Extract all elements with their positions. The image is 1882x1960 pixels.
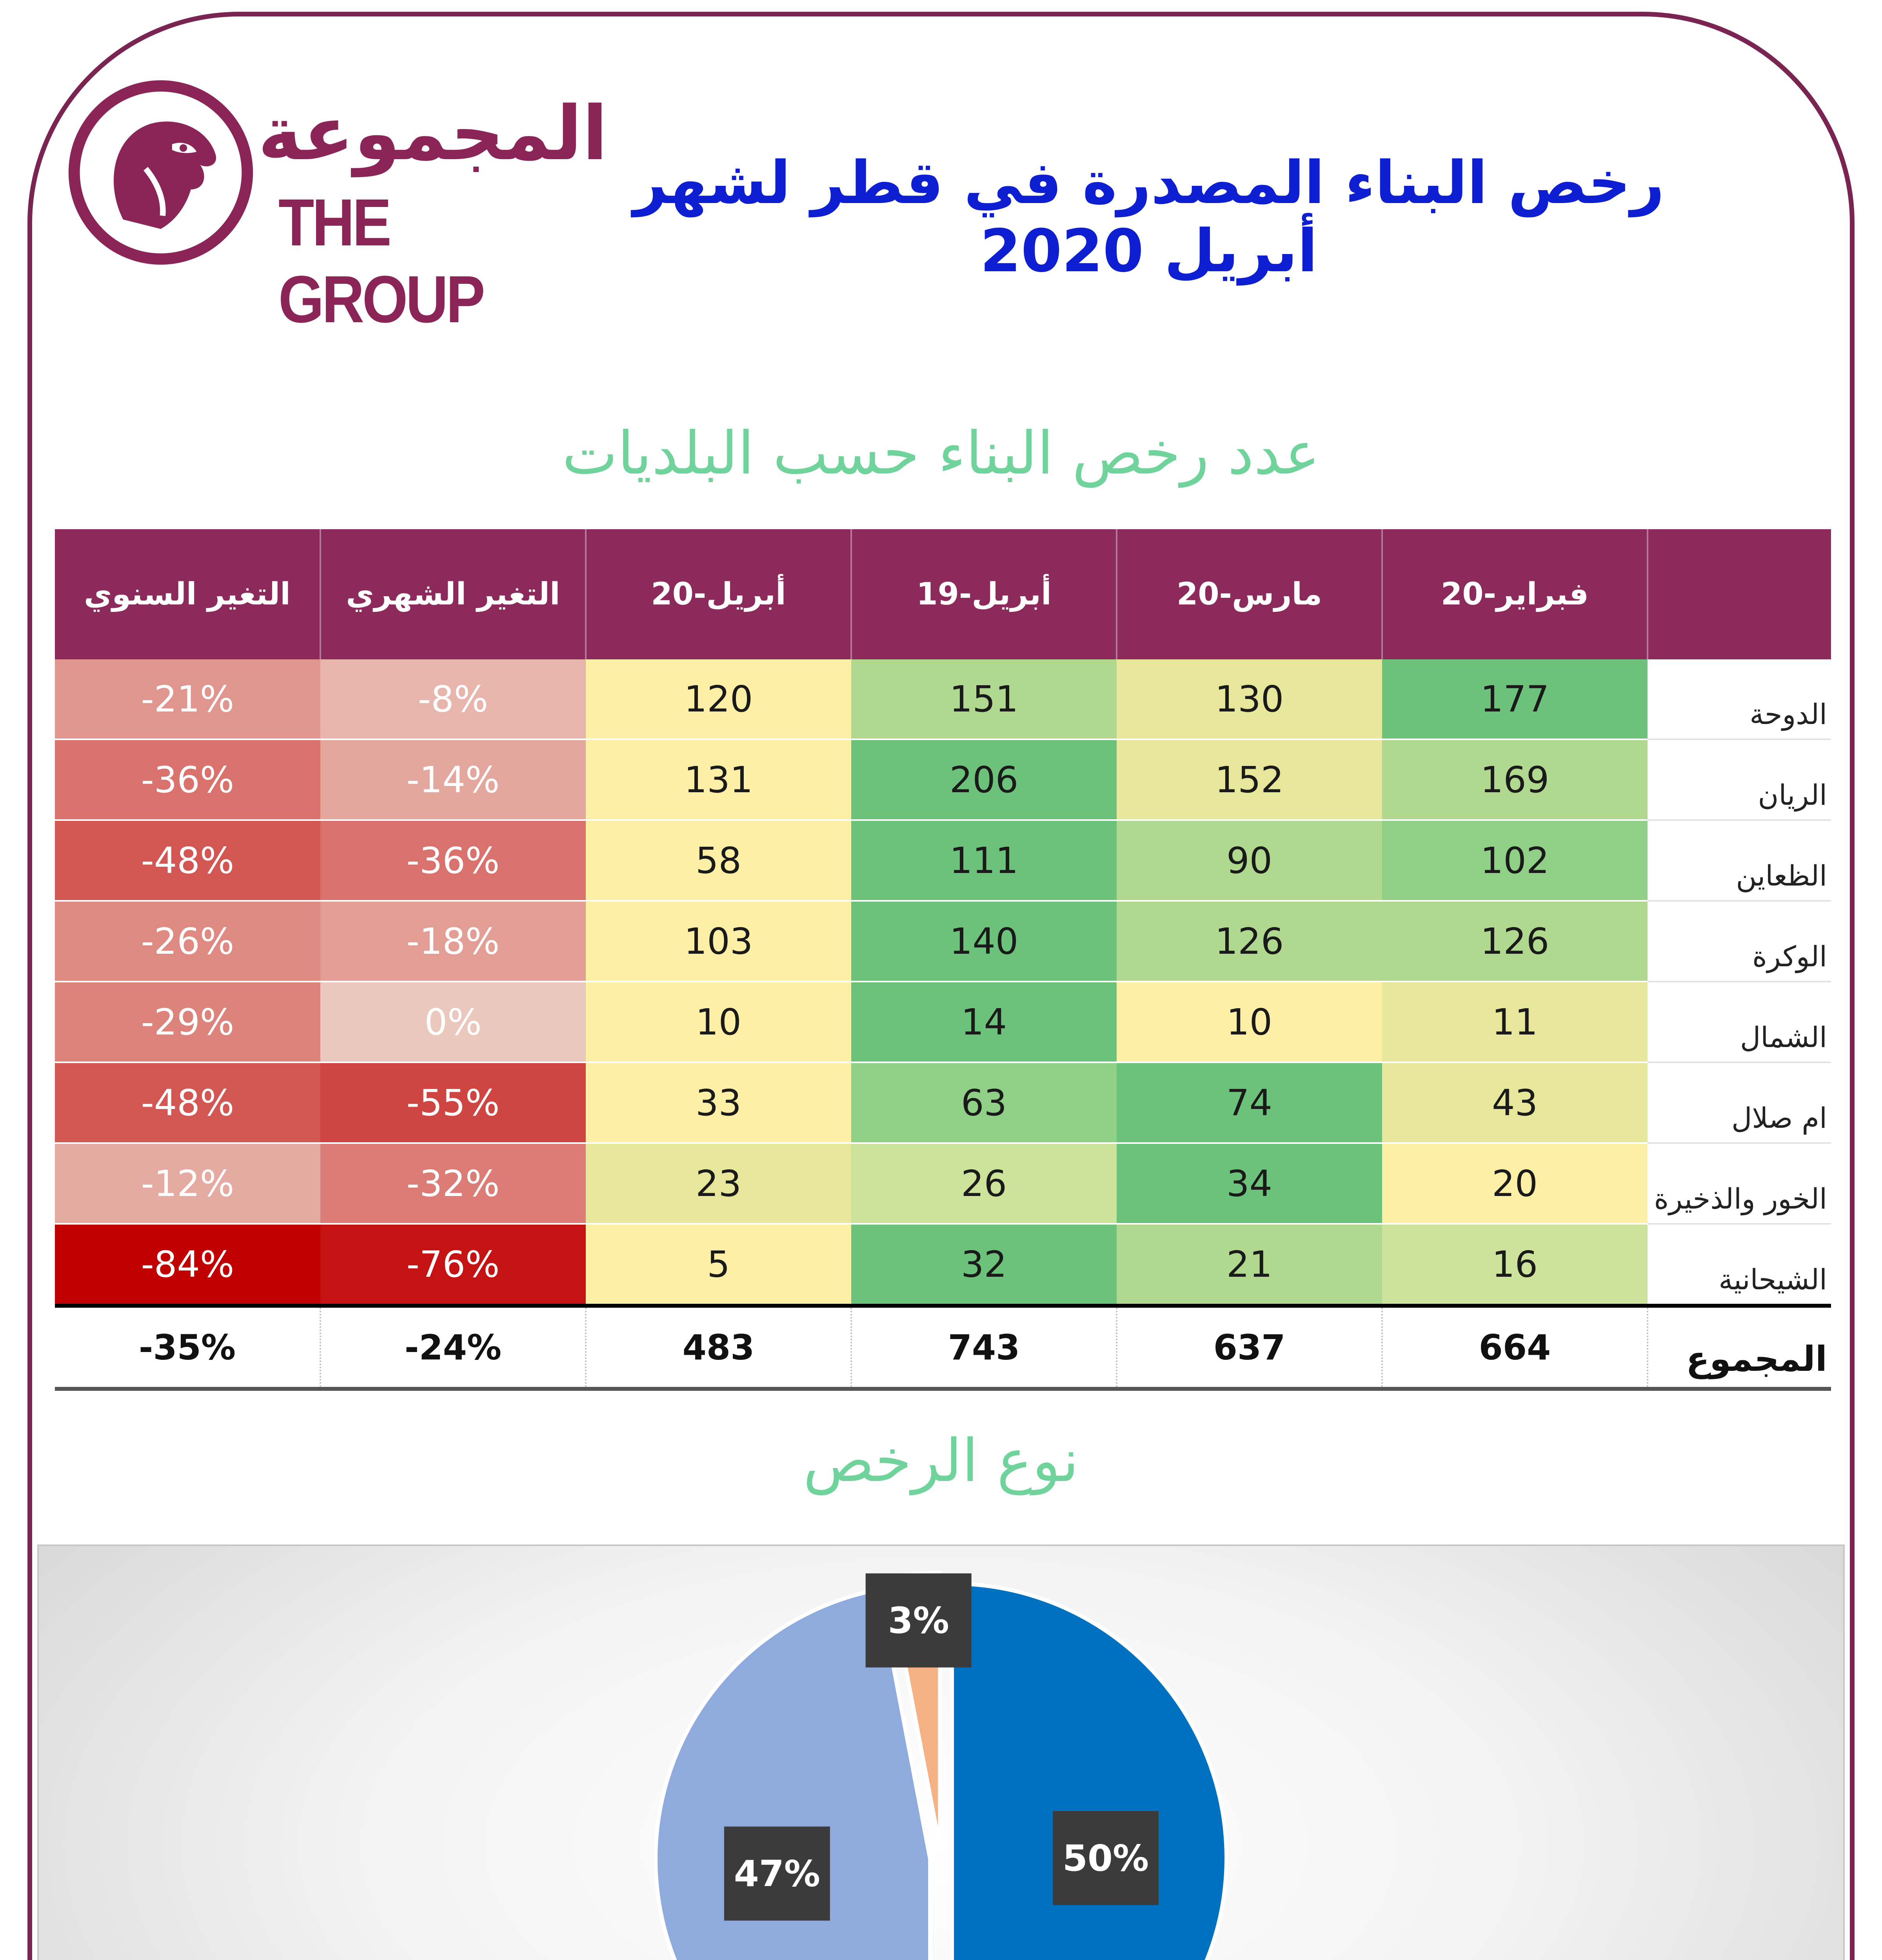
apr20-cell: 131 — [586, 739, 851, 820]
mar20-cell: 10 — [1117, 982, 1382, 1062]
total-label: المجموع — [1648, 1306, 1831, 1389]
mom-cell: -14% — [320, 739, 586, 820]
feb20-cell: 43 — [1382, 1062, 1648, 1143]
header-feb20: فبراير-20 — [1382, 529, 1648, 659]
yoy-cell: -26% — [55, 901, 320, 982]
total-mom-cell: -24% — [320, 1306, 586, 1389]
mom-cell: -32% — [320, 1143, 586, 1224]
municipality-label: الريان — [1648, 739, 1831, 820]
mom-cell: -18% — [320, 901, 586, 982]
apr19-cell: 206 — [851, 739, 1117, 820]
apr20-cell: 10 — [586, 982, 851, 1062]
pie-label-text: 50% — [1062, 1837, 1149, 1879]
yoy-cell: -12% — [55, 1143, 320, 1224]
apr19-cell: 63 — [851, 1062, 1117, 1143]
mar20-cell: 34 — [1117, 1143, 1382, 1224]
municipality-label: الوكرة — [1648, 901, 1831, 982]
total-apr20-cell: 483 — [586, 1306, 851, 1389]
total-mar20-cell: 637 — [1117, 1306, 1382, 1389]
logo-arabic-text: المجموعة — [258, 90, 608, 177]
apr20-cell: 5 — [586, 1224, 851, 1306]
municipality-label: ام صلال — [1648, 1062, 1831, 1143]
page-title: رخص البناء المصدرة في قطر لشهر أبريل 2020 — [633, 149, 1664, 285]
mom-cell: -8% — [320, 659, 586, 739]
mar20-cell: 74 — [1117, 1062, 1382, 1143]
total-feb20-cell: 664 — [1382, 1306, 1648, 1389]
apr20-cell: 120 — [586, 659, 851, 739]
municipality-label: الظعاين — [1648, 820, 1831, 901]
municipality-label: الشيحانية — [1648, 1224, 1831, 1306]
municipality-label: الشمال — [1648, 982, 1831, 1062]
feb20-cell: 102 — [1382, 820, 1648, 901]
feb20-cell: 177 — [1382, 659, 1648, 739]
yoy-cell: -21% — [55, 659, 320, 739]
mom-cell: 0% — [320, 982, 586, 1062]
apr19-cell: 26 — [851, 1143, 1117, 1224]
header-apr19: أبريل-19 — [851, 529, 1117, 659]
logo-english-text: THE GROUP — [278, 185, 483, 337]
apr19-cell: 151 — [851, 659, 1117, 739]
pie-data-label — [1053, 1811, 1159, 1905]
apr20-cell: 33 — [586, 1062, 851, 1143]
pie-label-text: 3% — [888, 1599, 949, 1642]
feb20-cell: 16 — [1382, 1224, 1648, 1306]
apr19-cell: 14 — [851, 982, 1117, 1062]
feb20-cell: 11 — [1382, 982, 1648, 1062]
feb20-cell: 169 — [1382, 739, 1648, 820]
table-title: عدد رخص البناء حسب البلديات — [562, 419, 1320, 488]
mar20-cell: 130 — [1117, 659, 1382, 739]
yoy-cell: -84% — [55, 1224, 320, 1306]
yoy-cell: -36% — [55, 739, 320, 820]
apr19-cell: 111 — [851, 820, 1117, 901]
header-yoy: التغير السنوي — [55, 529, 320, 659]
yoy-cell: -48% — [55, 820, 320, 901]
total-apr19-cell: 743 — [851, 1306, 1117, 1389]
apr19-cell: 140 — [851, 901, 1117, 982]
municipality-label: الخور والذخيرة — [1648, 1143, 1831, 1224]
feb20-cell: 20 — [1382, 1143, 1648, 1224]
municipality-label: الدوحة — [1648, 659, 1831, 739]
mom-cell: -55% — [320, 1062, 586, 1143]
pie-data-label — [866, 1573, 972, 1668]
header-apr20: أبريل-20 — [586, 529, 851, 659]
apr20-cell: 103 — [586, 901, 851, 982]
mar20-cell: 90 — [1117, 820, 1382, 901]
header-mom: التغير الشهري — [320, 529, 586, 659]
feb20-cell: 126 — [1382, 901, 1648, 982]
header-mar20: مارس-20 — [1117, 529, 1382, 659]
apr19-cell: 32 — [851, 1224, 1117, 1306]
yoy-cell: -48% — [55, 1062, 320, 1143]
mar20-cell: 21 — [1117, 1224, 1382, 1306]
pie-label-text: 47% — [734, 1853, 820, 1895]
mar20-cell: 152 — [1117, 739, 1382, 820]
apr20-cell: 23 — [586, 1143, 851, 1224]
pie-data-label — [724, 1827, 830, 1921]
apr20-cell: 58 — [586, 820, 851, 901]
mom-cell: -76% — [320, 1224, 586, 1306]
chart-title: نوع الرخص — [803, 1427, 1079, 1495]
total-yoy-cell: -35% — [55, 1306, 320, 1389]
mom-cell: -36% — [320, 820, 586, 901]
mar20-cell: 126 — [1117, 901, 1382, 982]
yoy-cell: -29% — [55, 982, 320, 1062]
